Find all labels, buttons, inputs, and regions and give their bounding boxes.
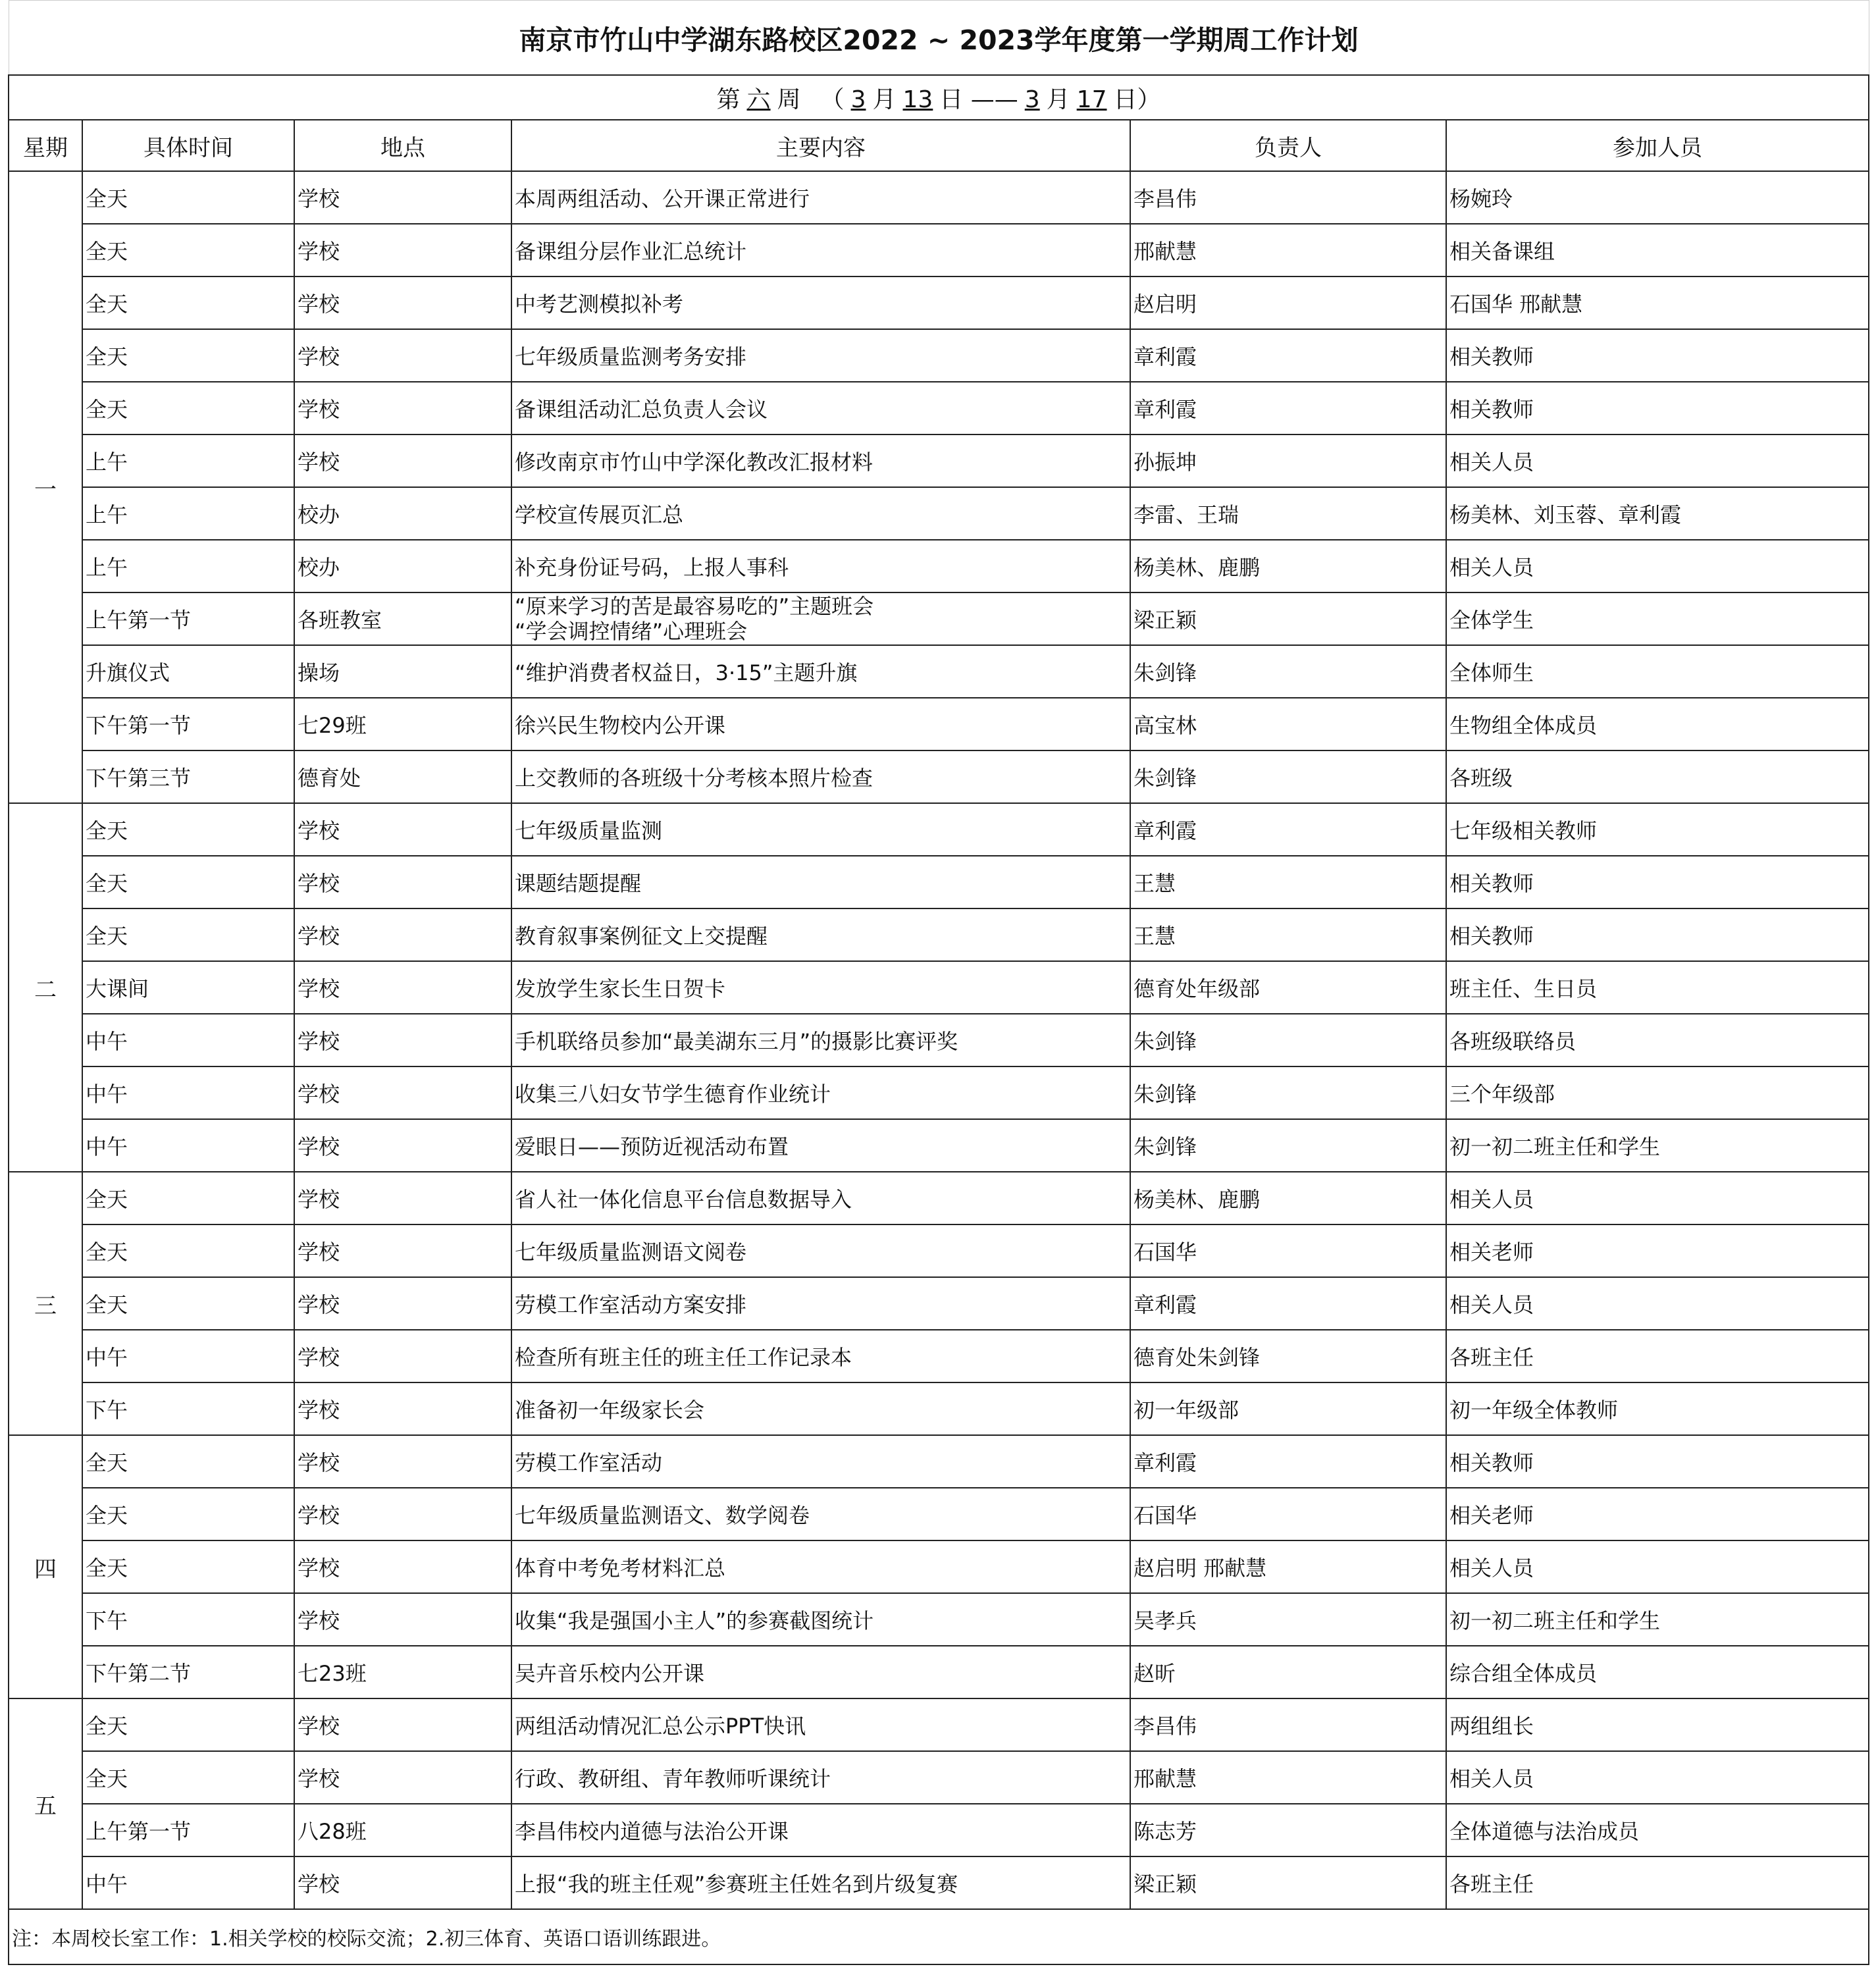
owner-cell: 高宝林 (1130, 698, 1446, 750)
owner-cell: 章利霞 (1130, 1435, 1446, 1488)
time-cell: 全天 (82, 1172, 294, 1224)
table-row (9, 1435, 1869, 1488)
owner-cell: 陈志芳 (1130, 1804, 1446, 1856)
time-cell: 全天 (82, 803, 294, 856)
table-row (9, 803, 1869, 856)
open-paren: （ (820, 86, 845, 113)
owner-cell: 梁正颖 (1130, 592, 1446, 645)
time-cell: 下午 (82, 1382, 294, 1435)
time-cell: 全天 (82, 1751, 294, 1804)
header-owner: 负责人 (1130, 120, 1446, 171)
month-label-2: 月 (1046, 86, 1070, 113)
time-cell: 中午 (82, 1014, 294, 1066)
table-row (9, 908, 1869, 961)
place-cell: 学校 (294, 961, 511, 1014)
owner-cell: 章利霞 (1130, 382, 1446, 434)
participants-cell: 相关人员 (1446, 1751, 1869, 1804)
page-title: 南京市竹山中学湖东路校区2022 ~ 2023学年度第一学期周工作计划 (9, 1, 1869, 76)
time-cell: 下午 (82, 1593, 294, 1646)
place-cell: 学校 (294, 1119, 511, 1172)
owner-cell: 吴孝兵 (1130, 1593, 1446, 1646)
owner-cell: 朱剑锋 (1130, 1014, 1446, 1066)
time-cell: 上午第一节 (82, 1804, 294, 1856)
owner-cell: 杨美林、鹿鹏 (1130, 540, 1446, 592)
place-cell: 操场 (294, 645, 511, 698)
place-cell: 学校 (294, 224, 511, 276)
content-cell (511, 592, 1130, 645)
participants-cell: 初一初二班主任和学生 (1446, 1119, 1869, 1172)
time-cell: 上午 (82, 487, 294, 540)
participants-cell: 杨婉玲 (1446, 171, 1869, 224)
content-cell: 体育中考免考材料汇总 (511, 1540, 1130, 1593)
content-cell: 本周两组活动、公开课正常进行 (511, 171, 1130, 224)
time-cell: 中午 (82, 1856, 294, 1909)
table-row (9, 1488, 1869, 1540)
table-row (9, 329, 1869, 382)
time-cell: 上午 (82, 434, 294, 487)
header-weekday: 星期 (9, 120, 82, 171)
week-number: 六 (746, 86, 771, 113)
owner-cell: 初一年级部 (1130, 1382, 1446, 1435)
participants-cell: 全体道德与法治成员 (1446, 1804, 1869, 1856)
participants-cell: 相关教师 (1446, 1435, 1869, 1488)
owner-cell: 朱剑锋 (1130, 1119, 1446, 1172)
weekday-cell: 五 (9, 1698, 82, 1909)
owner-cell: 朱剑锋 (1130, 750, 1446, 803)
content-line-1: “原来学习的苦是最容易吃的”主题班会 (515, 594, 874, 619)
note-row (9, 1909, 1869, 1964)
place-cell: 学校 (294, 1593, 511, 1646)
place-cell: 学校 (294, 329, 511, 382)
time-cell: 全天 (82, 1488, 294, 1540)
content-cell: 劳模工作室活动 (511, 1435, 1130, 1488)
table-row (9, 1224, 1869, 1277)
content-cell: 备课组分层作业汇总统计 (511, 224, 1130, 276)
owner-cell: 朱剑锋 (1130, 645, 1446, 698)
owner-cell: 邢献慧 (1130, 1751, 1446, 1804)
work-plan-table (8, 0, 1869, 1965)
table-row (9, 1540, 1869, 1593)
place-cell: 学校 (294, 1698, 511, 1751)
participants-cell: 相关人员 (1446, 1277, 1869, 1330)
owner-cell: 赵启明 (1130, 276, 1446, 329)
place-cell: 学校 (294, 1540, 511, 1593)
place-cell: 七23班 (294, 1646, 511, 1698)
content-cell: 两组活动情况汇总公示PPT快讯 (511, 1698, 1130, 1751)
table-row (9, 698, 1869, 750)
weekday-cell: 二 (9, 803, 82, 1172)
participants-cell: 各班主任 (1446, 1856, 1869, 1909)
participants-cell: 相关人员 (1446, 1172, 1869, 1224)
table-row (9, 487, 1869, 540)
start-day: 13 (902, 86, 933, 113)
owner-cell: 石国华 (1130, 1224, 1446, 1277)
place-cell: 学校 (294, 1277, 511, 1330)
content-cell: 行政、教研组、青年教师听课统计 (511, 1751, 1130, 1804)
content-cell: 七年级质量监测 (511, 803, 1130, 856)
participants-cell: 相关人员 (1446, 540, 1869, 592)
time-cell: 下午第一节 (82, 698, 294, 750)
table-row (9, 592, 1869, 645)
owner-cell: 赵启明 邢献慧 (1130, 1540, 1446, 1593)
place-cell: 各班教室 (294, 592, 511, 645)
table-row (9, 540, 1869, 592)
owner-cell: 梁正颖 (1130, 1856, 1446, 1909)
plan-body (9, 171, 1869, 1909)
table-row (9, 1382, 1869, 1435)
participants-cell: 班主任、生日员 (1446, 961, 1869, 1014)
time-cell: 中午 (82, 1066, 294, 1119)
table-row (9, 171, 1869, 224)
owner-cell: 李雷、王瑞 (1130, 487, 1446, 540)
content-cell: 劳模工作室活动方案安排 (511, 1277, 1130, 1330)
place-cell: 七29班 (294, 698, 511, 750)
time-cell: 全天 (82, 1435, 294, 1488)
time-cell: 全天 (82, 224, 294, 276)
participants-cell: 各班级联络员 (1446, 1014, 1869, 1066)
participants-cell: 初一年级全体教师 (1446, 1382, 1869, 1435)
weekday-cell: 一 (9, 171, 82, 803)
participants-cell: 各班主任 (1446, 1330, 1869, 1382)
content-cell: 李昌伟校内道德与法治公开课 (511, 1804, 1130, 1856)
content-cell: 修改南京市竹山中学深化教改汇报材料 (511, 434, 1130, 487)
place-cell: 学校 (294, 1856, 511, 1909)
participants-cell: 相关备课组 (1446, 224, 1869, 276)
week-word: 周 (777, 86, 801, 113)
content-cell: 检查所有班主任的班主任工作记录本 (511, 1330, 1130, 1382)
participants-cell: 全体师生 (1446, 645, 1869, 698)
table-row (9, 750, 1869, 803)
table-row (9, 1014, 1869, 1066)
place-cell: 学校 (294, 434, 511, 487)
table-row (9, 434, 1869, 487)
place-cell: 学校 (294, 1382, 511, 1435)
participants-cell: 各班级 (1446, 750, 1869, 803)
table-row (9, 1119, 1869, 1172)
place-cell: 学校 (294, 382, 511, 434)
time-cell: 下午第三节 (82, 750, 294, 803)
time-cell: 全天 (82, 382, 294, 434)
owner-cell: 德育处朱剑锋 (1130, 1330, 1446, 1382)
place-cell: 学校 (294, 1488, 511, 1540)
place-cell: 学校 (294, 1751, 511, 1804)
content-cell: 收集三八妇女节学生德育作业统计 (511, 1066, 1130, 1119)
owner-cell: 章利霞 (1130, 1277, 1446, 1330)
place-cell: 学校 (294, 1224, 511, 1277)
month-label-1: 月 (872, 86, 897, 113)
end-month: 3 (1024, 86, 1040, 113)
participants-cell: 全体学生 (1446, 592, 1869, 645)
content-cell: 七年级质量监测语文、数学阅卷 (511, 1488, 1130, 1540)
table-row (9, 1330, 1869, 1382)
time-cell: 大课间 (82, 961, 294, 1014)
place-cell: 八28班 (294, 1804, 511, 1856)
table-row (9, 276, 1869, 329)
work-plan-sheet (8, 0, 1868, 1965)
place-cell: 学校 (294, 803, 511, 856)
participants-cell: 综合组全体成员 (1446, 1646, 1869, 1698)
place-cell: 校办 (294, 487, 511, 540)
place-cell: 学校 (294, 1066, 511, 1119)
content-cell: 上报“我的班主任观”参赛班主任姓名到片级复赛 (511, 1856, 1130, 1909)
content-cell: 中考艺测模拟补考 (511, 276, 1130, 329)
participants-cell: 相关人员 (1446, 1540, 1869, 1593)
participants-cell: 相关人员 (1446, 434, 1869, 487)
content-cell: 教育叙事案例征文上交提醒 (511, 908, 1130, 961)
owner-cell: 孙振坤 (1130, 434, 1446, 487)
participants-cell: 相关老师 (1446, 1488, 1869, 1540)
place-cell: 学校 (294, 1172, 511, 1224)
owner-cell: 李昌伟 (1130, 171, 1446, 224)
time-cell: 中午 (82, 1119, 294, 1172)
owner-cell: 章利霞 (1130, 803, 1446, 856)
time-cell: 全天 (82, 908, 294, 961)
participants-cell: 两组组长 (1446, 1698, 1869, 1751)
time-cell: 全天 (82, 1540, 294, 1593)
content-line-2: “学会调控情绪”心理班会 (515, 619, 748, 644)
time-cell: 上午第一节 (82, 592, 294, 645)
header-row (9, 120, 1869, 171)
owner-cell: 杨美林、鹿鹏 (1130, 1172, 1446, 1224)
table-row (9, 856, 1869, 908)
place-cell: 校办 (294, 540, 511, 592)
table-row (9, 1698, 1869, 1751)
participants-cell: 生物组全体成员 (1446, 698, 1869, 750)
time-cell: 上午 (82, 540, 294, 592)
participants-cell: 杨美林、刘玉蓉、章利霞 (1446, 487, 1869, 540)
time-cell: 下午第二节 (82, 1646, 294, 1698)
time-cell: 中午 (82, 1330, 294, 1382)
header-participants: 参加人员 (1446, 120, 1869, 171)
participants-cell: 相关教师 (1446, 908, 1869, 961)
owner-cell: 石国华 (1130, 1488, 1446, 1540)
table-row (9, 1277, 1869, 1330)
place-cell: 学校 (294, 908, 511, 961)
footnote: 注：本周校长室工作：1.相关学校的校际交流；2.初三体育、英语口语训练跟进。 (9, 1909, 1869, 1964)
time-cell: 全天 (82, 171, 294, 224)
owner-cell: 赵昕 (1130, 1646, 1446, 1698)
content-cell: 七年级质量监测语文阅卷 (511, 1224, 1130, 1277)
weekday-cell: 四 (9, 1435, 82, 1698)
table-row (9, 382, 1869, 434)
participants-cell: 三个年级部 (1446, 1066, 1869, 1119)
participants-cell: 相关老师 (1446, 1224, 1869, 1277)
time-cell: 全天 (82, 1698, 294, 1751)
table-row (9, 961, 1869, 1014)
week-range (9, 75, 1869, 120)
table-row (9, 1172, 1869, 1224)
owner-cell: 朱剑锋 (1130, 1066, 1446, 1119)
content-cell: 手机联络员参加“最美湖东三月”的摄影比赛评奖 (511, 1014, 1130, 1066)
place-cell: 学校 (294, 276, 511, 329)
header-place: 地点 (294, 120, 511, 171)
table-row (9, 1751, 1869, 1804)
participants-cell: 初一初二班主任和学生 (1446, 1593, 1869, 1646)
owner-cell: 王慧 (1130, 856, 1446, 908)
table-row (9, 1856, 1869, 1909)
content-cell: 学校宣传展页汇总 (511, 487, 1130, 540)
day-label-1: 日 —— (939, 86, 1018, 113)
time-cell: 全天 (82, 856, 294, 908)
header-content: 主要内容 (511, 120, 1130, 171)
table-row (9, 1066, 1869, 1119)
table-row (9, 224, 1869, 276)
place-cell: 学校 (294, 1435, 511, 1488)
content-cell: “维护消费者权益日，3·15”主题升旗 (511, 645, 1130, 698)
weekday-cell: 三 (9, 1172, 82, 1435)
time-cell: 全天 (82, 1224, 294, 1277)
owner-cell: 德育处年级部 (1130, 961, 1446, 1014)
start-month: 3 (850, 86, 866, 113)
time-cell: 全天 (82, 1277, 294, 1330)
place-cell: 学校 (294, 856, 511, 908)
participants-cell: 七年级相关教师 (1446, 803, 1869, 856)
table-row (9, 1593, 1869, 1646)
participants-cell: 石国华 邢献慧 (1446, 276, 1869, 329)
day-label-2: 日） (1113, 86, 1161, 113)
content-cell: 吴卉音乐校内公开课 (511, 1646, 1130, 1698)
participants-cell: 相关教师 (1446, 329, 1869, 382)
time-cell: 升旗仪式 (82, 645, 294, 698)
content-cell: 发放学生家长生日贺卡 (511, 961, 1130, 1014)
content-cell: 徐兴民生物校内公开课 (511, 698, 1130, 750)
content-cell: 七年级质量监测考务安排 (511, 329, 1130, 382)
owner-cell: 王慧 (1130, 908, 1446, 961)
header-time: 具体时间 (82, 120, 294, 171)
content-cell: 课题结题提醒 (511, 856, 1130, 908)
content-cell: 省人社一体化信息平台信息数据导入 (511, 1172, 1130, 1224)
place-cell: 德育处 (294, 750, 511, 803)
content-cell: 备课组活动汇总负责人会议 (511, 382, 1130, 434)
owner-cell: 邢献慧 (1130, 224, 1446, 276)
participants-cell: 相关教师 (1446, 856, 1869, 908)
table-row (9, 645, 1869, 698)
content-cell: 收集“我是强国小主人”的参赛截图统计 (511, 1593, 1130, 1646)
owner-cell: 章利霞 (1130, 329, 1446, 382)
table-row (9, 1804, 1869, 1856)
content-cell: 爱眼日——预防近视活动布置 (511, 1119, 1130, 1172)
place-cell: 学校 (294, 1014, 511, 1066)
content-cell: 准备初一年级家长会 (511, 1382, 1130, 1435)
place-cell: 学校 (294, 1330, 511, 1382)
table-row (9, 1646, 1869, 1698)
owner-cell: 李昌伟 (1130, 1698, 1446, 1751)
week-prefix: 第 (716, 86, 741, 113)
participants-cell: 相关教师 (1446, 382, 1869, 434)
time-cell: 全天 (82, 276, 294, 329)
place-cell: 学校 (294, 171, 511, 224)
end-day: 17 (1076, 86, 1107, 113)
content-cell: 上交教师的各班级十分考核本照片检查 (511, 750, 1130, 803)
content-cell: 补充身份证号码，上报人事科 (511, 540, 1130, 592)
time-cell: 全天 (82, 329, 294, 382)
